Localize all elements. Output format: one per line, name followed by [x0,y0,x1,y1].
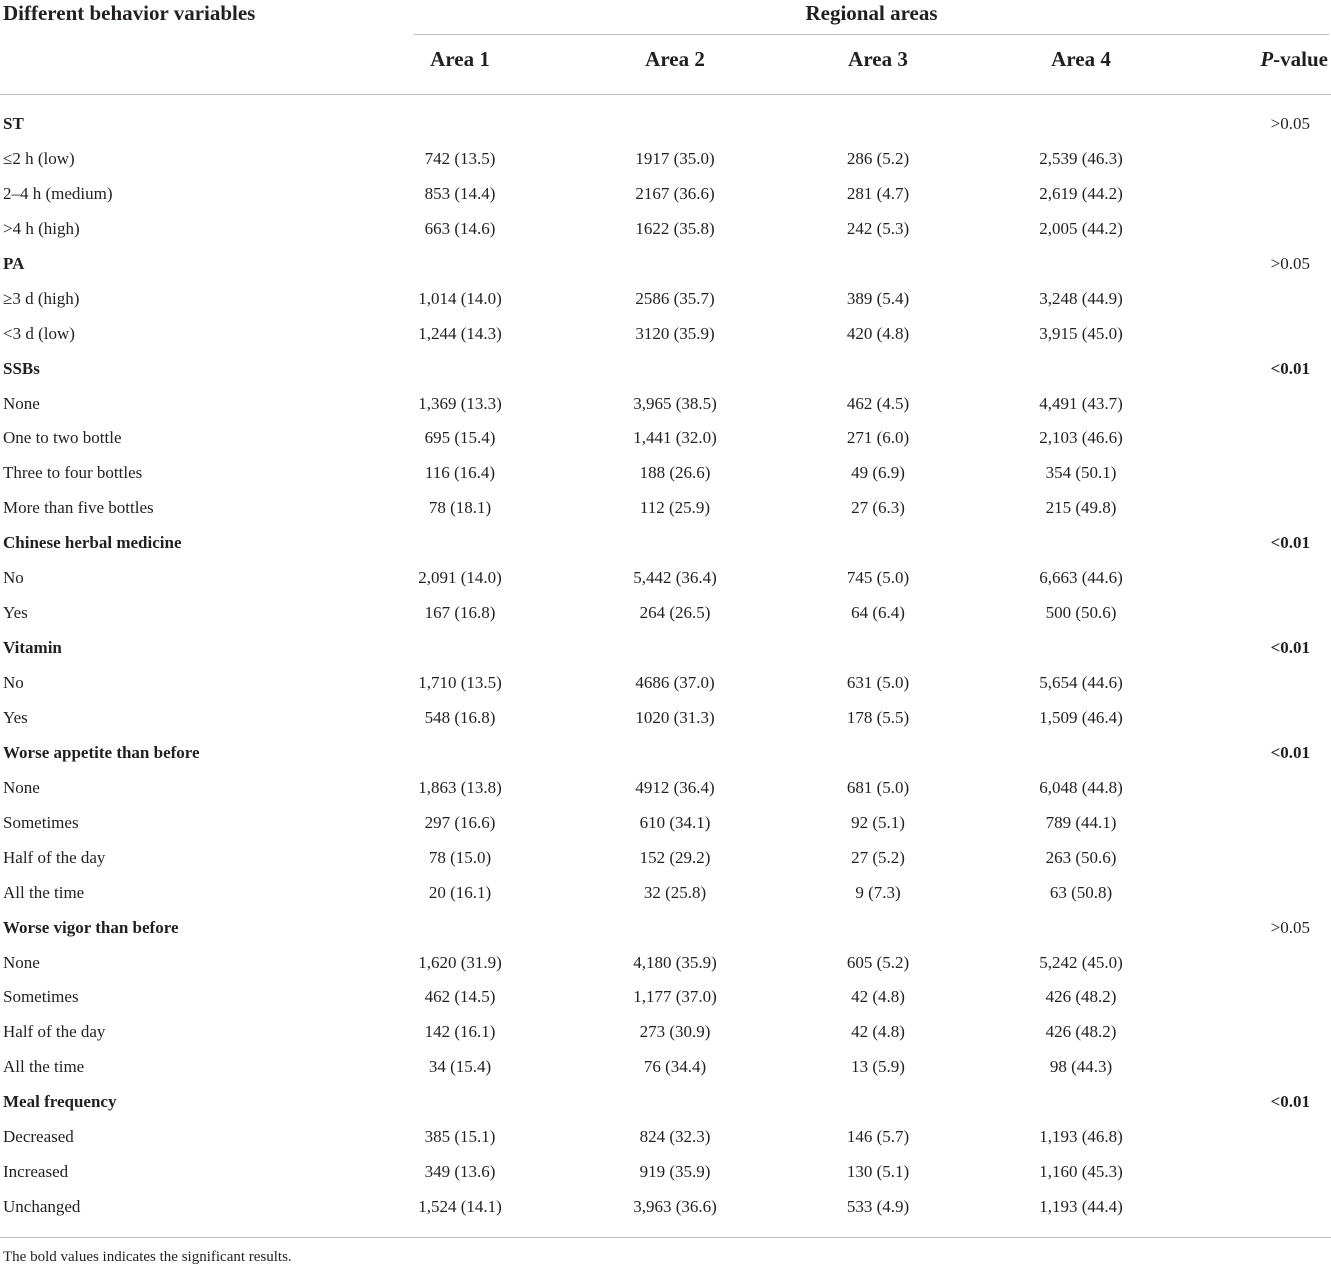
cell-area-2: 610 (34.1) [639,812,711,832]
cell-area-3: 389 (5.4) [846,288,910,308]
cell-area-1: 78 (15.0) [428,847,492,867]
cell-area-3: 64 (6.4) [851,603,905,623]
cell-area-2: 2167 (36.6) [635,183,715,203]
cell-area-2: 112 (25.9) [639,498,711,518]
table-row [0,980,1331,1015]
cell-area-2: 4,180 (35.9) [633,952,717,972]
row-label: Sometimes [3,812,79,832]
cell-area-3: 681 (5.0) [846,777,910,797]
cell-area-4: 354 (50.1) [1045,463,1117,483]
group-label: Vitamin [3,638,62,658]
column-header-area-2: Area 2 [645,47,705,71]
table-row [0,491,1331,526]
cell-area-4: 5,654 (44.6) [1039,673,1123,692]
column-header-pvalue [1260,47,1328,72]
row-label: All the time [3,1057,85,1077]
row-label: All the time [3,882,85,902]
cell-area-1: 34 (15.4) [428,1057,492,1077]
p-value: <0.01 [1270,1092,1310,1112]
cell-area-2: 1,177 (37.0) [633,987,717,1007]
cell-area-3: 92 (5.1) [851,812,905,832]
cell-area-3: 271 (6.0) [846,428,910,448]
row-label: None [3,777,40,797]
cell-area-3: 13 (5.9) [851,1057,905,1077]
group-label: PA [3,253,25,273]
footnote: The bold values indicates the significant results. [3,1249,292,1265]
header-rule [0,94,1331,95]
cell-area-4: 1,160 (45.3) [1039,1162,1123,1182]
row-label: One to two bottle [3,428,122,448]
group-row [0,352,1331,387]
cell-area-3: 242 (5.3) [846,218,910,238]
row-label: Yes [3,603,28,623]
cell-area-4: 500 (50.6) [1045,603,1117,623]
column-header-area-3: Area 3 [848,47,908,71]
cell-area-1: 1,369 (13.3) [418,393,502,413]
cell-area-2: 32 (25.8) [643,882,707,902]
cell-area-3: 49 (6.9) [851,463,905,483]
group-row [0,526,1331,561]
row-label: >4 h (high) [3,218,80,238]
table-row [0,771,1331,806]
cell-area-2: 919 (35.9) [639,1162,711,1182]
row-label: Decreased [3,1127,74,1147]
row-label: Unchanged [3,1197,81,1217]
cell-area-4: 3,248 (44.9) [1039,288,1123,308]
pvalue-italic-p: P [1260,47,1274,71]
table-row [0,841,1331,876]
cell-area-1: 462 (14.5) [424,987,496,1007]
cell-area-2: 1622 (35.8) [635,218,715,238]
table-row [0,1120,1331,1155]
table-row [0,1190,1331,1225]
group-label: Worse appetite than before [3,742,200,762]
cell-area-2: 76 (34.4) [643,1057,707,1077]
p-value: >0.05 [1270,917,1310,937]
cell-area-4: 98 (44.3) [1049,1057,1113,1077]
cell-area-3: 281 (4.7) [846,183,910,203]
cell-area-1: 116 (16.4) [424,463,496,483]
row-label: Increased [3,1162,69,1182]
cell-area-1: 1,620 (31.9) [418,952,502,972]
group-label: Meal frequency [3,1092,117,1112]
cell-area-2: 3,963 (36.6) [633,1197,717,1217]
table-row [0,142,1331,177]
table-row [0,212,1331,247]
row-header-label: Different behavior variables [3,1,256,25]
cell-area-2: 188 (26.6) [639,463,711,483]
cell-area-3: 42 (4.8) [851,1022,905,1042]
cell-area-2: 152 (29.2) [639,847,711,867]
cell-area-4: 2,619 (44.2) [1039,183,1123,203]
cell-area-1: 78 (18.1) [428,498,492,518]
cell-area-4: 1,509 (46.4) [1039,707,1123,727]
table-row [0,876,1331,911]
row-label: Half of the day [3,1022,106,1042]
cell-area-4: 426 (48.2) [1045,1022,1117,1042]
row-label: ≥3 d (high) [3,288,80,308]
cell-area-4: 6,048 (44.8) [1039,777,1123,797]
cell-area-1: 167 (16.8) [424,603,496,623]
group-label: Chinese herbal medicine [3,533,182,553]
cell-area-2: 824 (32.3) [639,1127,711,1147]
row-label: More than five bottles [3,498,154,518]
cell-area-3: 27 (5.2) [851,847,905,867]
group-row [0,736,1331,771]
cell-area-3: 130 (5.1) [846,1162,910,1182]
cell-area-2: 3,965 (38.5) [633,393,717,413]
cell-area-4: 215 (49.8) [1045,498,1117,518]
p-value: <0.01 [1270,742,1310,762]
table-row [0,806,1331,841]
cell-area-1: 1,014 (14.0) [418,288,502,308]
table-row [0,666,1331,701]
cell-area-2: 264 (26.5) [639,603,711,623]
row-label: Yes [3,707,28,727]
cell-area-2: 1,441 (32.0) [633,428,717,448]
cell-area-1: 1,710 (13.5) [418,673,502,692]
cell-area-3: 178 (5.5) [846,707,910,727]
p-value: <0.01 [1270,358,1310,378]
cell-area-4: 6,663 (44.6) [1039,568,1123,588]
row-label: None [3,952,40,972]
group-row [0,631,1331,666]
cell-area-2: 273 (30.9) [639,1022,711,1042]
cell-area-4: 1,193 (46.8) [1039,1127,1123,1147]
cell-area-3: 9 (7.3) [855,882,901,902]
p-value: >0.05 [1270,253,1310,273]
subheader-rule [414,34,1329,35]
table-row [0,946,1331,981]
cell-area-2: 4686 (37.0) [635,673,715,692]
table-row [0,177,1331,212]
cell-area-1: 20 (16.1) [428,882,492,902]
cell-area-1: 548 (16.8) [424,707,496,727]
cell-area-4: 2,005 (44.2) [1039,218,1123,238]
cell-area-1: 853 (14.4) [424,183,496,203]
row-label: None [3,393,40,413]
cell-area-3: 27 (6.3) [851,498,905,518]
cell-area-4: 4,491 (43.7) [1039,393,1123,413]
cell-area-3: 605 (5.2) [846,952,910,972]
cell-area-3: 420 (4.8) [846,323,910,343]
group-label: SSBs [3,358,40,378]
row-label: No [3,673,24,692]
row-label: 2–4 h (medium) [3,183,113,203]
table-row [0,1050,1331,1085]
group-row [0,1085,1331,1120]
column-header-area-4: Area 4 [1051,47,1111,71]
group-row [0,107,1331,142]
row-label: Half of the day [3,847,106,867]
group-label: Worse vigor than before [3,917,179,937]
table-row [0,596,1331,631]
cell-area-2: 5,442 (36.4) [633,568,717,588]
table-bottom-rule [0,1237,1331,1238]
row-label: Three to four bottles [3,463,143,483]
cell-area-3: 462 (4.5) [846,393,910,413]
cell-area-2: 1020 (31.3) [635,707,715,727]
cell-area-1: 385 (15.1) [424,1127,496,1147]
group-row [0,247,1331,282]
cell-area-1: 349 (13.6) [424,1162,496,1182]
table-row [0,456,1331,491]
cell-area-1: 663 (14.6) [424,218,496,238]
cell-area-1: 1,863 (13.8) [418,777,502,797]
cell-area-4: 2,539 (46.3) [1039,148,1123,168]
table-row [0,1015,1331,1050]
cell-area-3: 42 (4.8) [851,987,905,1007]
p-value: >0.05 [1270,114,1310,133]
cell-area-4: 3,915 (45.0) [1039,323,1123,343]
cell-area-2: 4912 (36.4) [635,777,715,797]
cell-area-4: 1,193 (44.4) [1039,1197,1123,1217]
row-label: <3 d (low) [3,323,75,343]
cell-area-4: 2,103 (46.6) [1039,428,1123,448]
cell-area-1: 1,244 (14.3) [418,323,502,343]
cell-area-1: 142 (16.1) [424,1022,496,1042]
group-label: ST [3,114,24,133]
cell-area-1: 1,524 (14.1) [418,1197,502,1217]
table-row [0,282,1331,317]
cell-area-3: 533 (4.9) [846,1197,910,1217]
cell-area-4: 426 (48.2) [1045,987,1117,1007]
cell-area-4: 789 (44.1) [1045,812,1117,832]
row-label: No [3,568,24,588]
column-header-area-1: Area 1 [430,47,490,71]
cell-area-3: 286 (5.2) [846,148,910,168]
cell-area-4: 5,242 (45.0) [1039,952,1123,972]
table-row [0,387,1331,422]
cell-area-1: 2,091 (14.0) [418,568,502,588]
p-value: <0.01 [1270,533,1310,553]
cell-area-4: 63 (50.8) [1049,882,1113,902]
cell-area-1: 695 (15.4) [424,428,496,448]
group-header: Regional areas [805,1,938,25]
cell-area-2: 3120 (35.9) [635,323,715,343]
group-row [0,911,1331,946]
cell-area-4: 263 (50.6) [1045,847,1117,867]
cell-area-3: 631 (5.0) [846,673,910,692]
cell-area-1: 297 (16.6) [424,812,496,832]
table-row [0,421,1331,456]
table-row [0,317,1331,352]
table-row [0,701,1331,736]
cell-area-2: 1917 (35.0) [635,148,715,168]
table-body [0,107,1331,1225]
table-row [0,1155,1331,1190]
cell-area-3: 146 (5.7) [846,1127,910,1147]
row-label: ≤2 h (low) [3,148,75,168]
cell-area-3: 745 (5.0) [846,568,910,588]
cell-area-2: 2586 (35.7) [635,288,715,308]
table-row [0,561,1331,596]
row-label: Sometimes [3,987,79,1007]
cell-area-1: 742 (13.5) [424,148,496,168]
p-value: <0.01 [1270,638,1310,658]
pvalue-suffix: -value [1273,47,1328,71]
